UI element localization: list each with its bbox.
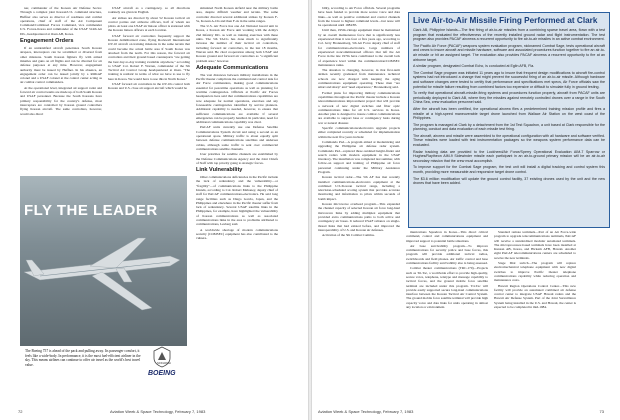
bullet-item: Standard remote terminals—Part of an Air Force-wide program to upgrade telecommunications terminals, PACAF will receive a standardized modular automated terminals. The microprocessor-based terminals have been installed at Kunsan AB, Korea, and Hickam AFB, Hawaii. Another eight PACAF telecommunications centers are scheduled to receive the new terminals. bbox=[494, 230, 576, 260]
right-column-2 bbox=[406, 230, 488, 400]
paragraph: The U.S. Air Force has one Air National Guard unit in Korea, a Korean Air Force unit working with the Army's 2nd Infantry Div. as well as training exercises with these units. The 5th TACG has done much to significantly increase the number of their tactical air controllers, including forward air controllers, in the last 18 months, Warren said. He cited cooperation among both USAF and Korean ground and forward air controllers as "a significant problem area," however. bbox=[196, 24, 278, 63]
ad-caption: The Boeing 757 is ahead of the pack and pulling away. Its passenger comfort, it feels like a wide-body. In performance, it is the most fuel-efficient airliner in the sky. This means airlines can continue to offer air travel as the world's best travel value. bbox=[23, 348, 147, 368]
paragraph: The vast distances between military installations in the Pacific theater complicate the command and control task for Air Force commanders, making good communications essential for peacetime operations as well as planning for wartime contingencies. Officials at Pacific Air Forces headquarters here said that communications capabilities are now adequate for normal operations, exercises and any foreseeable contingencies identified by service planners. Additional capability is needed, however, to ensure that sufficient communications are available if several emergencies can be properly handled. In particular, need for additional communications capability was cited. bbox=[196, 72, 278, 125]
masthead-right: Aviation Week & Space Technology, February 7, 1983 bbox=[318, 409, 414, 414]
right-column-3 bbox=[494, 230, 576, 400]
sidebar-paragraph: The program is managed at Clark by a detachment from the 1st Test Squadron, a unit based at Clark responsible for the planning, conduct and data evaluation of each missile test firing. bbox=[413, 122, 605, 132]
sidebar-paragraph: To verify that operational aircraft-missile-firing systems and procedures function properly, aircraft from PACAF units are periodically deployed to Clark AB, where they fire missiles against remotely controlled drones over a range in the South China Sea, crew evaluation personnel said. bbox=[413, 91, 605, 105]
left-page bbox=[0, 0, 308, 420]
paragraph: A worldwide shortage of modern communications security (COMSEC) equipment has also contributed to the vulnera- bbox=[196, 227, 278, 241]
subhead-link-vulnerability: Link Vulnerability bbox=[196, 167, 243, 174]
paragraph: Until then, 1950s-vintage equipment must be maintained by an overall maintenance force that is significantly less experienced than it was four or five years ago, according to Col. Jerry Bronnenberg, 5th Air Force deputy chief of staff for communications-electronics. Large numbers of experienced noncommissioned officers that left the Air Force in the late 1970s have contributed to the overall lack of experience level within the communication/COMSEC maintenance ranks. bbox=[318, 28, 400, 67]
bullet-item: Combat theater communications (TRC-170)—Projects such as Tri-Tac, a worldwide effort to provide high-quality, secure voice, telephone, teletype and message capability to tactical forces, and the ground mobile force satellite terminal are included under this program. Tri-Tac will provide easily supported secure long-haul communications interface between the Korean Tactical Air Control System. The ground mobile force satellite terminal will provide high capacity voice and data links for units operating in almost any location or environment. bbox=[406, 266, 488, 310]
page-number-right: 73 bbox=[599, 409, 604, 414]
sidebar-box bbox=[408, 12, 610, 228]
bullet-item: Activation of the 5th Combat Commu- bbox=[322, 233, 375, 238]
sidebar-paragraph: After the aircraft has been certified, the operational aircrew flies a predetermined training mission profile and fires a missile at a high-speed maneuverable target drone launched from Wallace Air Station on the west coast of the Philippines. bbox=[413, 106, 605, 121]
sidebar-paragraph: The $3.6 million modification will update the ground control facility, 37 existing drones used by the unit and the new drones that have been added. bbox=[413, 176, 605, 186]
paragraph: At the operational level, integrated air support radar and forward air control teams are made up of both South Korean and USAF personnel. Because the South Koreans have primary responsibility for the country's defense, most interceptors are controlled by Korean ground controllers flying Korean aircraft. The same controllers, however, would also direct bbox=[20, 85, 102, 116]
sidebar-paragraph: To improve support for the Combat Sage program, the test unit will install a digital tracking and control system this month, providing more measurable and responsive target drone control. bbox=[413, 165, 605, 175]
paragraph: USAF forward air controllers frequently support the Korean demilitarized zone, flying Rockwell International OV-10 aircraft on training missions in the same terrain that could become the actual battle area if South Korea was attacked from the north. For this reason, the forward air controllers and their ground based counterparts "are getting the best day-to-day training available anywhere," according to USAF Col. Robert F. Warren, commander of the 5th Tactical Air Control Group headquartered at Osan. "The training is realistic in terms of what we have to use to fly here in Korea. We would have to use this in North Korea." bbox=[108, 33, 190, 81]
subhead-engagement-orders: Engagement Orders bbox=[20, 38, 74, 45]
paragraph: munications Squadron in Korea—This direct critical command, control and communications equipment and improved support to potential battle situations. bbox=[406, 230, 488, 243]
paragraph: ner, commander of the Korean Air Defense Sector. Through a complex joint Korean/U.S. command structure, Huffner also serves as director of readiness and combat operations, chief of staff of the Air Component Command/Combined Forces Command, vice commander U.S. Forces-Korea and commander of the USAF 314th Air Div., headquartered at Osan AB, Korea. bbox=[20, 6, 102, 36]
subhead-adequate-communications: Adequate Communications bbox=[196, 64, 269, 71]
left-column-3 bbox=[196, 6, 278, 400]
paragraph: The situation is changing, however, in that first-term airmen recently graduated from maintenance technical schools are now charged with keeping the aging communications equipment operating. These men "are smart and sharp" and "need experience," Bronnenberg said. bbox=[318, 68, 400, 90]
paragraph: Formal plans for improving military communications capabilities throughout the Pacific theater include a Korean telecommunications improvement project that will provide a network of new digital switches and fiber optic communications links for all U.S. services in Korea. Another plan is designed to insure combat communications are available to support base or contingency basis during war or natural disaster. bbox=[318, 90, 400, 125]
sidebar-paragraph: The Pacific Air Force (PACAF) weapons system evaluation program, nicknamed Combat Sage, tests operational aircraft and crews to insure aircraft and missile hardware, software and associated procedures function together to fire an air-to-air missile or hit an assigned target. The evaluation also provides PACAF aircrews a recurrent opportunity to fire at an airborne target. bbox=[413, 43, 605, 62]
bullet-item: Air base survivability program—To improve communications for security police and base forces, this program will provide additional tactical radios, switchboards and field phones. Air traffic control and base communications facility survivability also is being assessed. bbox=[406, 243, 488, 266]
boeing-logo: BOEING bbox=[148, 370, 176, 377]
sidebar-paragraph: Radar tracking data are provided to the Lockheed/Air Force/Sperry Operational Evaluation AIM-7 Sparrow or Hughes/Raytheon AIM-9 Sidewinder missile each participant in an air-to-ground primary mission will be an air-to-air secondary mission that the crew must accomplish. bbox=[413, 149, 605, 163]
bullet-item: Hawaii Region Operations Control Center—This new facility will provide an automated combined air defense control center to integrate USAF Hawaii radars and the Hawaii Air Defense System. Part of the Joint Surveillance System being installed in the U.S. and Hawaii, the center is expected to be completed in mid-1984. bbox=[494, 283, 576, 310]
masthead-left: Aviation Week & Space Technology, February 7, 1983 bbox=[110, 409, 206, 414]
sidebar-title: Live Air-to-Air Missile Firing Performed at Clark bbox=[413, 16, 598, 25]
bullet-item: Korean tactical radar—The 5th AF has met recently installed communications-electronics equipment at the combined U.S./Korean tactical range, including a television-scheduled scoring system that provides accurate monitoring and information to pilots within seconds of bomb impact. bbox=[318, 175, 400, 201]
sidebar-body bbox=[409, 28, 609, 186]
paragraph: Other communications deficiencies in the Pacific include the lack of redundancy and the vulnerability—or "fragility"—of communications links to the Philippine Islands, according to Col. Robert Mahoney, deputy chief of staff for PACAF communications-electronics. He said long range facilities such as Diego Garcia, Japan, and the Philippines and elsewhere in the Pacific theater suffer from lack of redundancy. Several USAF satellite links in the Philippines, for example, have highlighted the vulnerability of Korean communications as well as associated communications links in the area to problems attributed to communications, Lesberg said. bbox=[196, 175, 278, 227]
page-number-left: 72 bbox=[18, 409, 23, 414]
bullet-item: Stage Dial switch—The program will replace electromechanical telephone equipment with new digital switches to improve Pacific theater telephone communications capability while reducing operation and maintenance costs. bbox=[494, 261, 576, 283]
right-column-1 bbox=[318, 6, 400, 400]
paragraph: bility, according to Air Force officials. Several programs have been funded to provide more secure voice and data links—as well as positive command and control channels from the lowest to highest command levels—but none will be operational until 1984/85. bbox=[318, 6, 400, 28]
sidebar-paragraph: A similar program, designated Combat Echo, is conducted at Eglin AFB, Fla. bbox=[413, 64, 535, 69]
paragraph: User priorities for satellite channels are established by the Defense Communications Agency and the Joint Chiefs of Staff with top priority going to strategic forces. bbox=[196, 152, 278, 165]
paragraph: Specific communications/electronics upgrade projects either completed recently or scheduled for implementation within the next five years include: bbox=[318, 126, 400, 139]
paragraph: simulated North Korean airfield near the military battle area, despite difficult weather and terrain. The same controller directed several additional strikes by Korean F-5s, Korean A-10s and then F-4s in the same ranges. bbox=[196, 6, 278, 23]
sidebar-paragraph: The Combat Sage program was initiated 11 years ago to insure that frequent design modifications to aircraft fire-control systems had not introduced a change that might prevent the successful firing of an air-to-air missile. Although hardware and software changes were tested to certify that performance and specifications met specs, Air Force officials saw the potential for missile failure resulting from combined factors too expensive or difficult to simulate fully in ground testing. bbox=[413, 70, 605, 89]
paragraph: If an unidentified aircraft penetrates South Korean airspace, interceptors can be scrambled or diverted from other missions. South Korean fighters fly with armed missiles and guns on all flights and can be diverted for air defense purposes at any time. However, engagement authority must be issued by Huffner. In his absence, an engagement order can be issued jointly by a ROKAF colonel and a USAF colonel at the control center acting as air combat control commanders. bbox=[20, 46, 102, 85]
paragraph: Air strikes are directed by about 52 Korean tactical air control parties and airborne officers, half of whom are pilots. At least one USAF air liaison officer is stationed with the Korean liaison officers at each location. bbox=[108, 15, 190, 33]
sidebar-paragraph: Clark AB, Philippine Islands—The first firing of air-to-air missiles from a combining sparse travel area, flown with a test program that evaluated the effectiveness of the recently installed ground radar and flight instrumentation. The test program also provides PACAF aircrews a recurrent opportunity to fire air-to-air missiles in an active combat environment. bbox=[413, 28, 605, 42]
paragraph: USAF aircraft as a contingency, so all directions routinely are given in English. bbox=[108, 6, 190, 15]
bullet-item: Korean microwave overhead program—This expanded the channel capacity of selected Korean air force long-haul microwave links by adding multiplex equipment that provided extra communications paths to both active and contingency air bases. It reduced USAF reliance on single-thread links that had existed before, and improved the interoperability of U.S. and Korean air defenses. bbox=[318, 202, 400, 232]
paragraph: USAF forward air controllers in the OV-10s control both Korean and U.S. close air support aircraft which would be bbox=[108, 82, 190, 91]
sidebar-paragraph: The aircraft, aircrew and missile were assembled to the operational configuration with all hardware and software verified. These missiles were loaded with test instrumentation packages so the weapons system performance data can be evaluated. bbox=[413, 133, 605, 148]
ad-headline: FLY THE LEADER bbox=[24, 202, 158, 219]
right-page bbox=[312, 0, 620, 420]
ad-badge-label: MONARCH bbox=[157, 362, 171, 365]
left-column-2 bbox=[108, 6, 190, 174]
paragraph: PACAF units currently use one Defense Satellite Communications System circuit and using a second as an operational spare. Military traffic is about equally split between defense communications satellites and undersea cables, although some traffic is sent over commercial communications satellite channels. bbox=[196, 125, 278, 151]
boeing-advertisement bbox=[20, 176, 187, 390]
bullet-item: Commando Pad—A program aimed at modernizing and upgrading the Philippine air defense radar system. Commando Pad—replaced three outdated height-finder and search radars with modern equipment in the USAF inventory. The installation was completed last summer, with follow-on support and training of Philippine air force personnel continuing under the Military Assistance Program. bbox=[318, 139, 400, 174]
